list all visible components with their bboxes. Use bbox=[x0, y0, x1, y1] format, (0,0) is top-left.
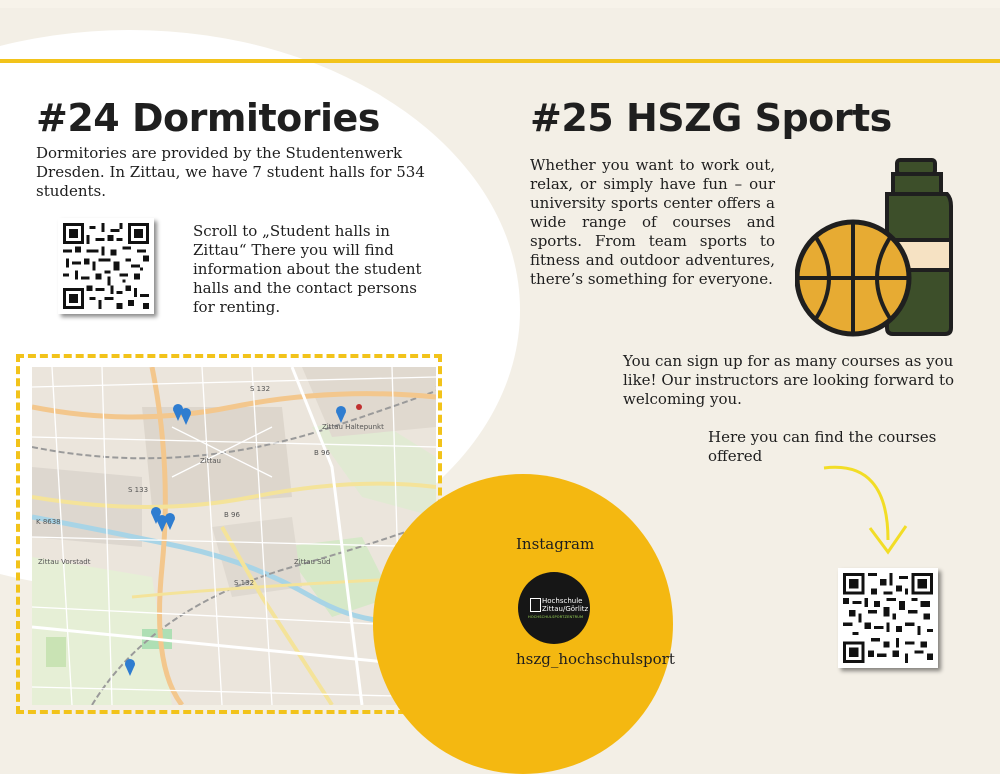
instagram-handle[interactable]: hszg_hochschulsport bbox=[516, 650, 675, 668]
map-label-station-west: Zittau Vorstadt bbox=[38, 558, 91, 566]
university-logo-icon bbox=[530, 598, 541, 612]
top-accent-line bbox=[0, 59, 1000, 63]
map-label-s132-south: S 132 bbox=[234, 579, 255, 587]
top-strip bbox=[0, 0, 1000, 8]
instagram-label: Instagram bbox=[516, 535, 595, 553]
qr-code-icon bbox=[843, 573, 933, 663]
dormitories-title: #24 Dormitories bbox=[36, 96, 380, 140]
arrow-down-icon bbox=[818, 460, 913, 560]
logo-line-2: Zittau/Görlitz bbox=[542, 605, 589, 613]
logo-text bbox=[542, 597, 588, 613]
hochschulsport-logo[interactable] bbox=[518, 572, 590, 644]
map-label-s133: S 133 bbox=[128, 486, 149, 494]
courses-hint: Here you can find the courses offered bbox=[708, 428, 937, 465]
map-label-town: Zittau bbox=[200, 457, 221, 465]
logo-subline: HOCHSCHULSPORTZENTRUM bbox=[528, 615, 584, 619]
logo-line-1: Hochschule bbox=[542, 597, 583, 605]
sports-text: Whether you want to work out, relax, or simply have fun – our university sports center offers a wide range of courses and sports. From team sports to fitness and outdoor adventures, there’s something for everyone. bbox=[530, 156, 775, 288]
basketball-icon bbox=[797, 222, 909, 334]
map-label-b96-north: B 96 bbox=[314, 449, 330, 457]
map-label-station-north: Zittau Haltepunkt bbox=[322, 423, 384, 431]
sports-title: #25 HSZG Sports bbox=[530, 96, 892, 140]
map-label-k8638: K 8638 bbox=[36, 518, 61, 526]
map-label-b96-south: B 96 bbox=[224, 511, 240, 519]
map-label-s132-north: S 132 bbox=[250, 385, 271, 393]
dormitories-qr-code[interactable] bbox=[58, 218, 154, 314]
signup-text: You can sign up for as many courses as you like! Our instructors are looking forward to welcoming you. bbox=[623, 352, 955, 408]
dormitories-text: Dormitories are provided by the Studentenwerk Dresden. In Zittau, we have 7 student halls for 534 students. bbox=[36, 144, 425, 200]
dormitories-scroll-hint: Scroll to „Student halls in Zittau“ There you will find information about the student halls and the contact persons for renting. bbox=[193, 222, 422, 316]
sports-courses-qr-code[interactable] bbox=[838, 568, 938, 668]
basketball-bottle-illustration bbox=[795, 158, 955, 340]
map-label-station-south: Zittau Süd bbox=[294, 558, 331, 566]
qr-code-icon bbox=[63, 223, 149, 309]
